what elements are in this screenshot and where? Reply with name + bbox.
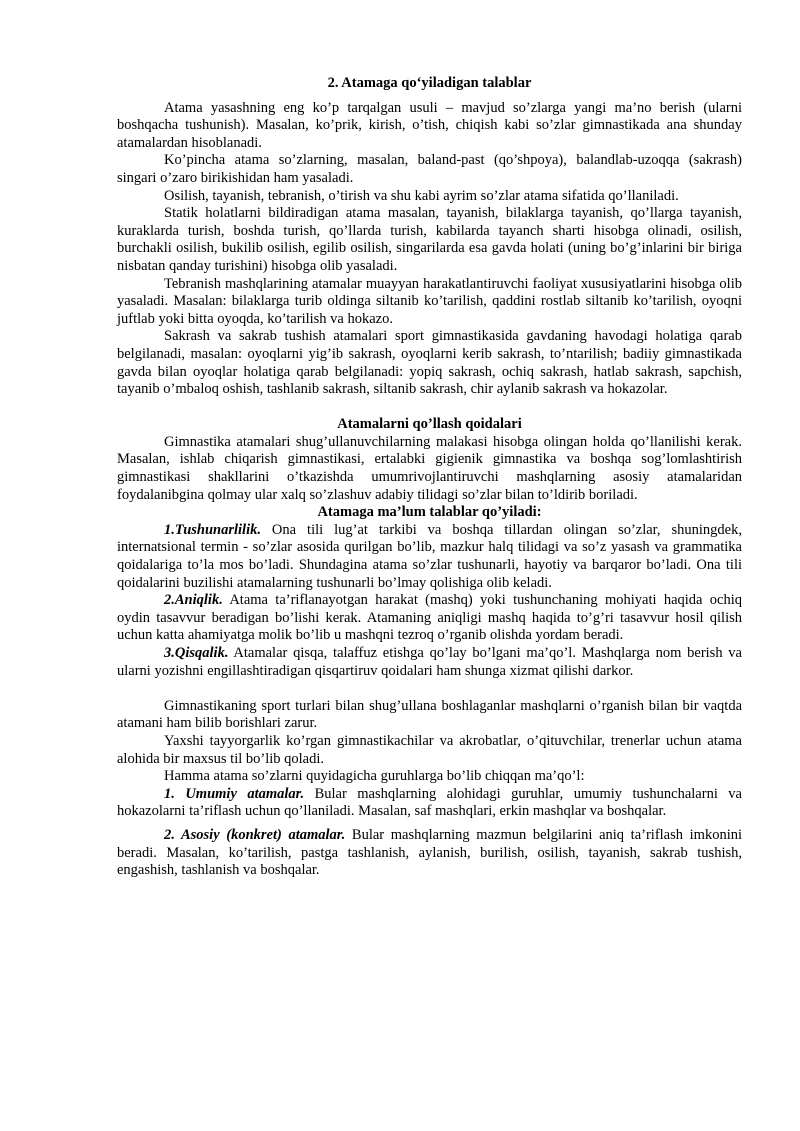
paragraph: Statik holatlarni bildiradigan atama masalan, tayanish, bilaklarga tayanish, qo’llarga tayanish, kuraklarda turish, boshda turish, qo’llarda turish, kabilarda tayanch sharti hisobga olinadi, osilish, burchakli osilish, bukilib osilish, egilib osilish, singarilarda esa gavda holati (uning bo’g’inlarini bir biriga nisbatan qanday turishini) hisobga olib yasaladi.: [117, 205, 742, 274]
paragraph: Ko’pincha atama so’zlarning, masalan, baland-past (qo’shpoya), balandlab-uzoqqa (sakrash) singari o’zaro birikishidan ham yasaladi.: [117, 152, 742, 186]
spacer: [117, 399, 742, 417]
paragraph: Tebranish mashqlarining atamalar muayyan harakatlantiruvchi faoliyat xususiyatlarini hisobga olib yasaladi. Masalan: bilaklarga turib oldinga siltanib ko’tarilish, qaddini rostlab siltanib ko’tarilish, oyoqni juftlab yoki bitta oyoqda, ko’tarilish va hokazo.: [117, 275, 742, 327]
document-page: [117, 75, 742, 880]
requirement-item: [117, 645, 742, 680]
requirement-text: Ona tili lug’at tarkibi va boshqa tillardan olingan so’zlar, shuningdek, internatsional termin - so’zlar asosida qurilgan bo’lib, mazkur halq tilidagi va so’z yasash va grammatika qoidalariga to’la mos bo’ladi. Shundagina atama so’zlar tushunarli, hayotiy va barqaror bo’ladi. Ona tili qoidalarini buzilishi atamalarning tushunarli bo’lmay qolishiga olib keladi.: [117, 521, 742, 591]
spacer: [117, 680, 742, 698]
requirement-text: Atamalar qisqa, talaffuz etishga qo’lay bo’lgani ma’qo’l. Mashqlarga nom berish va ularni yozishni engillashtiradigan qisqartiruv qoidalari ham shunga xizmat qilishi darkor.: [117, 645, 742, 679]
requirement-term: 3.Qisqalik.: [164, 645, 229, 661]
paragraph: Gimnastika atamalari shug’ullanuvchilarning malakasi hisobga olingan holda qo’llanilishi kerak. Masalan, ishlab chiqarish gimnastikasi, ertalabki gigienik gimnastika va boshqa sog’lomlashtirish gimnastikasi shakllarini o’tkazishda umumrivojlantiruvchi mashqlarning asosiy atamalaridan foydalanibgina qolmay ular xalq so’zlashuv adabiy tilidagi so’zlar bilan to’ldirib boriladi.: [117, 433, 742, 503]
paragraph: Hamma atama so’zlarni quyidagicha guruhlarga bo’lib chiqqan ma’qo’l:: [164, 768, 585, 785]
subsection-heading: Atamaga ma’lum talablar qo’yiladi:: [317, 504, 542, 521]
paragraph: Sakrash va sakrab tushish atamalari sport gimnastikasida gavdaning havodagi holatiga qarab belgilanadi, masalan: oyoqlarni yig’ib sakrash, oyoqlarni kerib sakrash, to’ntarilish; badiiy gimnastikada gavda bilan oyoqlar holatiga qarab belgilanadi: yopiq sakrash, ochiq sakrash, hatlab sakrash, sapchish, tayanib o’mbaloq oshish, tashlanib sakrash, siltanib sakrash, chir aylanib sakrash va hokazolar.: [117, 328, 742, 398]
requirement-item: [117, 592, 742, 645]
group-term: 1. Umumiy atamalar.: [164, 785, 305, 802]
paragraph: Yaxshi tayyorgarlik ko’rgan gimnastikachilar va akrobatlar, o’qituvchilar, trenerlar uchun atama alohida bir maxsus til bo’lib qoladi.: [117, 732, 742, 767]
requirement-term: 2.Aniqlik.: [164, 592, 223, 609]
group-text: Bular mashqlarning alohidagi guruhlar, umumiy tushunchalarni va hokazolarni ta’riflash uchun qo’llaniladi. Masalan, saf mashqlari, erkin mashqlar va boshqalar.: [117, 785, 742, 820]
group-term: 2. Asosiy (konkret) atamalar.: [164, 826, 346, 843]
requirement-term: 1.Tushunarlilik.: [164, 521, 261, 538]
group-item: [117, 786, 742, 821]
requirement-text: Atama ta’riflanayotgan harakat (mashq) yoki tushunchaning mohiyati haqida ochiq oydin tasavvur beradigan bo’lishi kerak. Atamaning aniqligi mashq haqida to’g’ri tasavvur hosil qilish uchun katta ahamiyatga molik bo’lib u mashqni tezroq o’rganib olishda yordam beradi.: [117, 592, 742, 644]
section-heading: 2. Atamaga qo‘yiladigan talablar: [327, 75, 532, 91]
paragraph: Atama yasashning eng ko’p tarqalgan usuli – mavjud so’zlarga yangi ma’no berish (ularni boshqacha tushunish). Masalan, ko’prik, kirish, o’tish, chiqish kabi so’zlar gimnastikada ana shunday atamalardan hisoblanadi.: [117, 99, 742, 151]
group-text: Bular mashqlarning mazmun belgilarini aniq ta’riflash imkonini beradi. Masalan, ko’tarilish, pastga tashlanish, aylanish, burilish, osilish, tayanish, sakrab tushish, engashish, tashlanish va boshqalar.: [117, 826, 742, 879]
paragraph: Osilish, tayanish, tebranish, o’tirish va shu kabi ayrim so’zlar atama sifatida qo’llaniladi.: [164, 187, 679, 204]
requirement-item: [117, 522, 742, 592]
subsection-heading: Atamalarni qo’llash qoidalari: [337, 416, 522, 433]
group-item: [117, 827, 742, 880]
paragraph: Gimnastikaning sport turlari bilan shug’ullana boshlaganlar mashqlarni o’rganish bilan bir vaqtda atamani ham bilib borishlari zarur.: [117, 697, 742, 732]
